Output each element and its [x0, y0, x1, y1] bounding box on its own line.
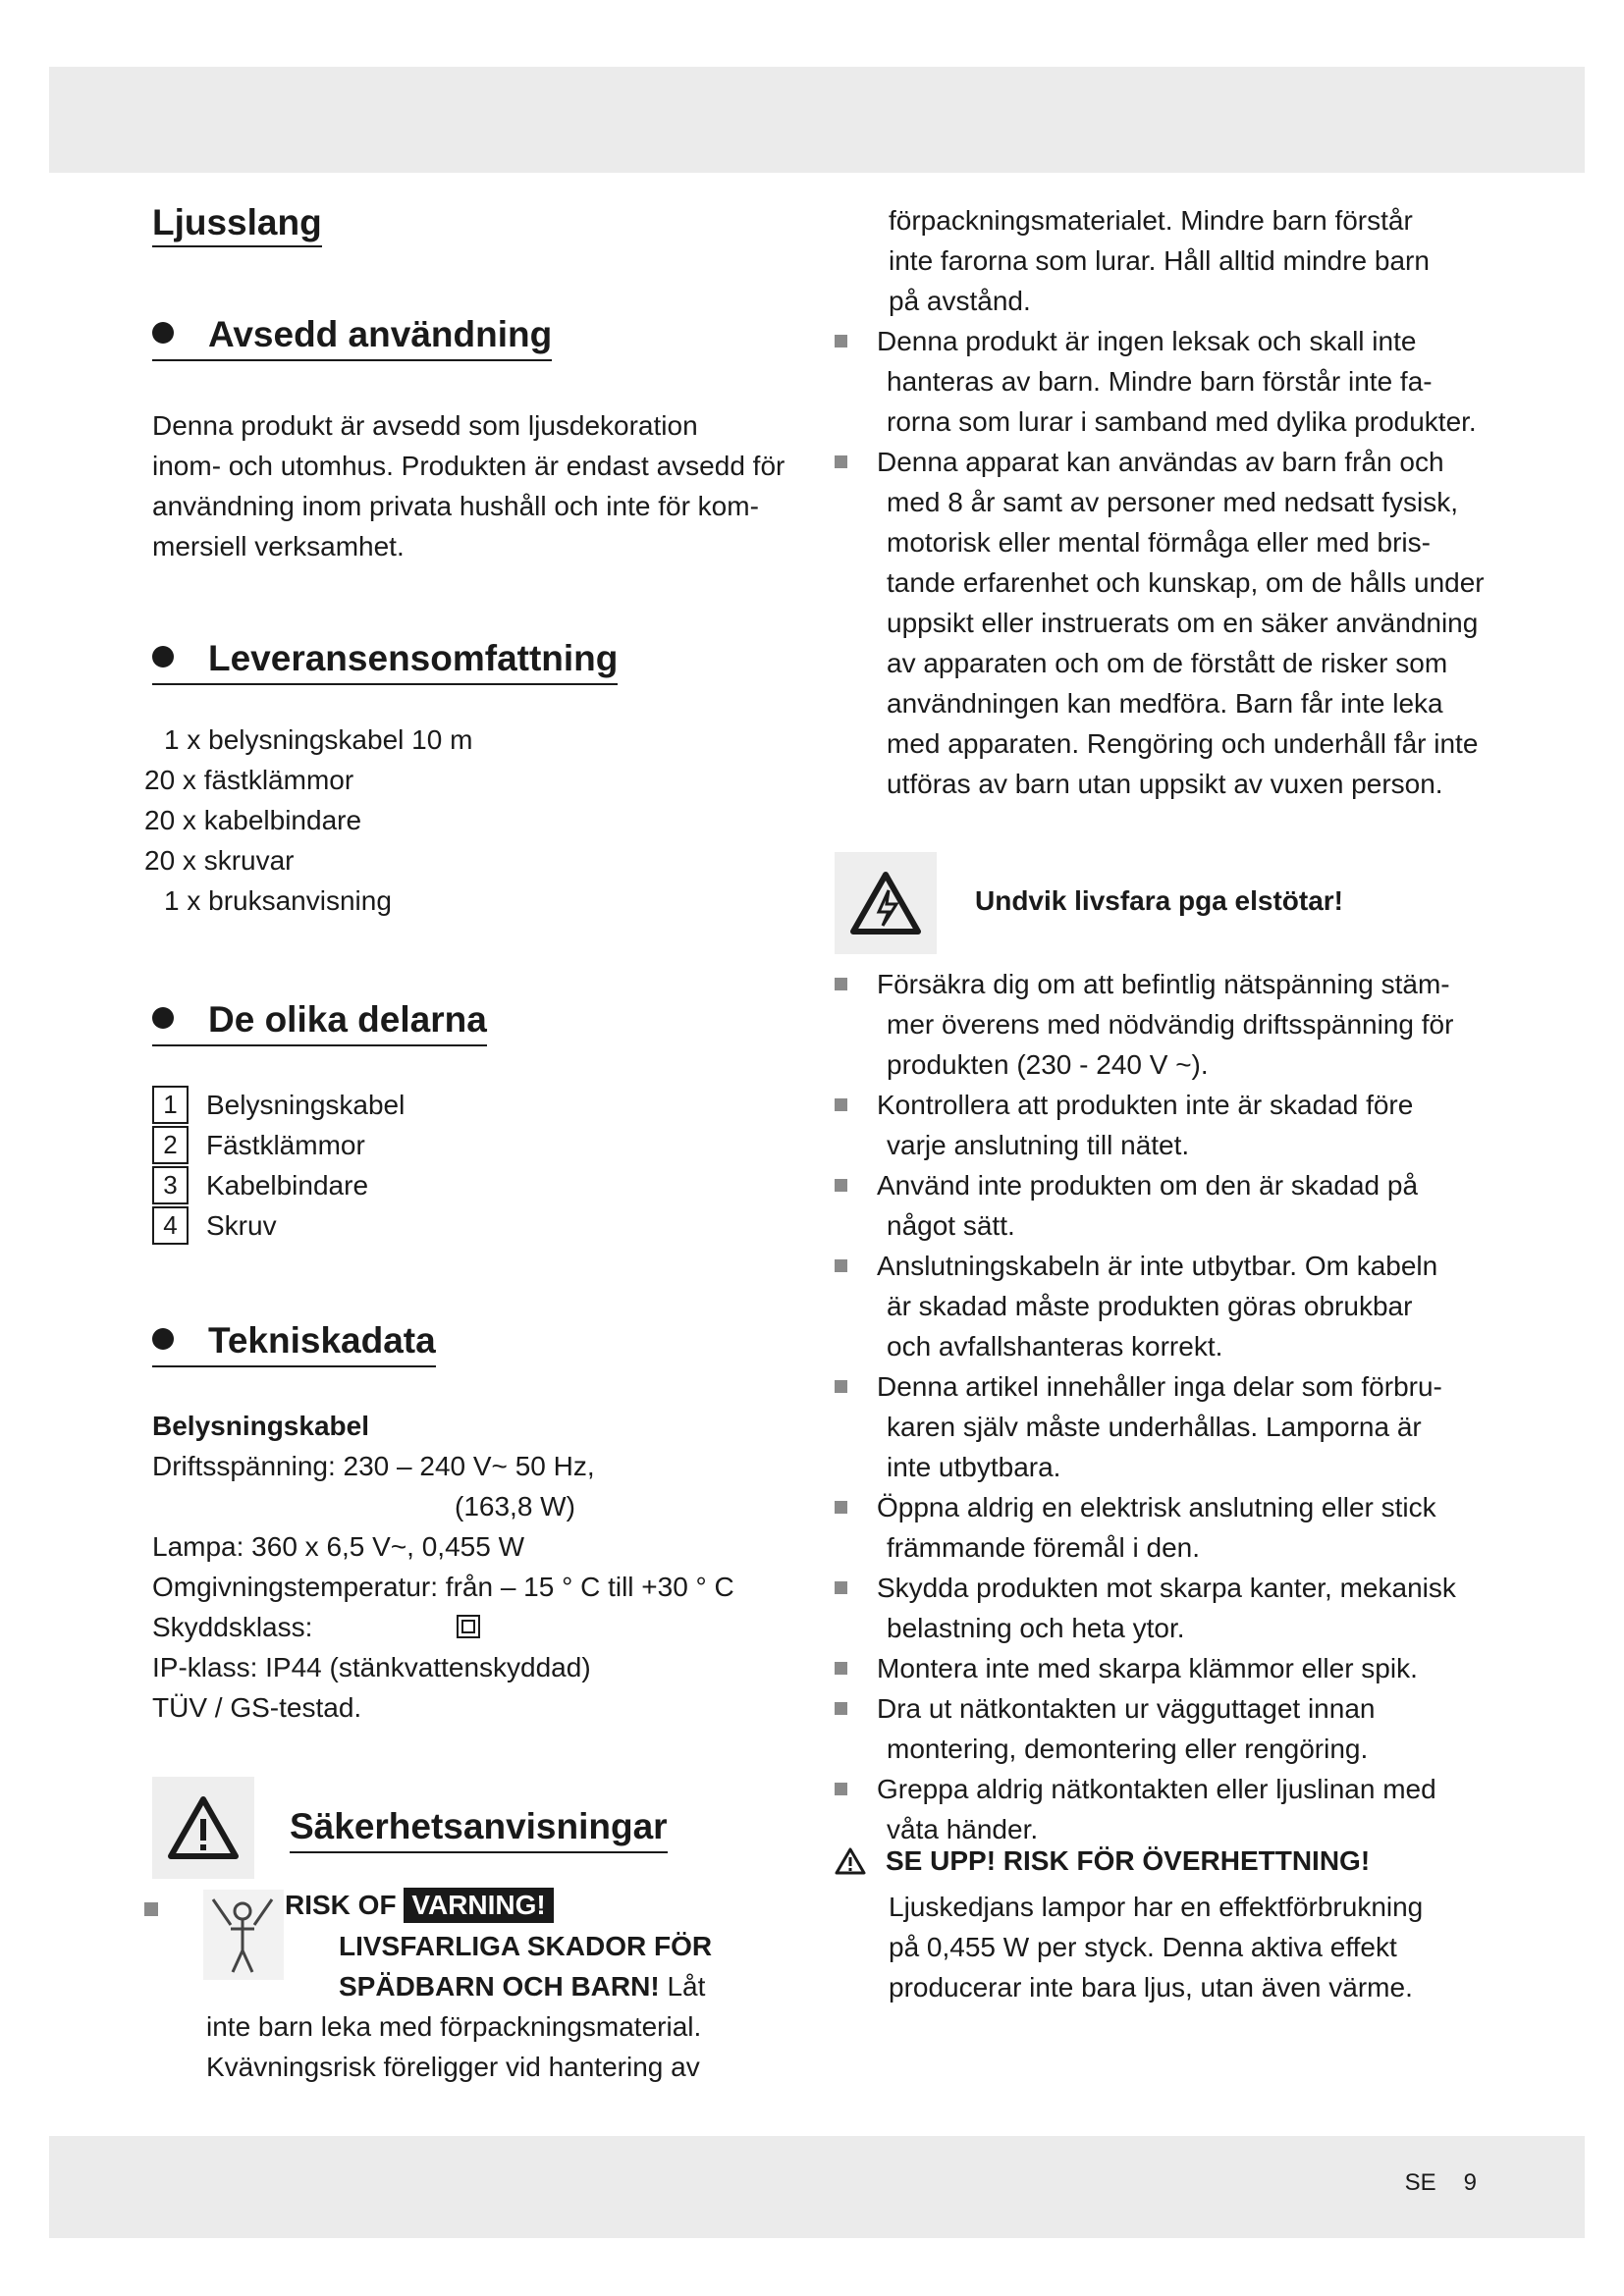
text-line: Denna produkt är avsedd som ljusdekoration — [152, 410, 698, 441]
page-footer — [1378, 2169, 1477, 2197]
continued-text — [889, 200, 1430, 321]
text-line: inte utbytbara. — [887, 1452, 1061, 1482]
text-line: Öppna aldrig en elektrisk anslutning eller stick — [877, 1492, 1436, 1522]
footer-language: SE — [1404, 2169, 1436, 2196]
header-band — [49, 67, 1585, 173]
text-line: våta händer. — [887, 1814, 1039, 1844]
bullet-item — [835, 1165, 1492, 1205]
bold-text: SPÄDBARN OCH BARN! — [339, 1971, 660, 2002]
text-line: med 8 år samt av personer med nedsatt fysisk, — [887, 487, 1459, 517]
list-item: 20 x fästklämmor — [144, 765, 354, 795]
text-line: utföras av barn utan uppsikt av vuxen person. — [887, 769, 1443, 799]
text-line: Lampa: 360 x 6,5 V~, 0,455 W — [152, 1531, 525, 1562]
safety-warning-line-2: LIVSFARLIGA SKADOR FÖR — [339, 1931, 713, 1961]
bullet-dot-icon — [152, 1007, 174, 1029]
text-line: Använd inte produkten om den är skadad på — [877, 1170, 1419, 1201]
text-line: Anslutningskabeln är inte utbytbar. Om kabeln — [877, 1251, 1438, 1281]
tech-data — [152, 1406, 820, 1728]
text-line: (163,8 W) — [455, 1491, 575, 1522]
text-line: inom- och utomhus. Produkten är endast avsedd för — [152, 451, 785, 481]
heading-text: Avsedd användning — [208, 314, 553, 354]
warning-tag-text: VARNING! — [411, 1890, 546, 1920]
text-line: Dra ut nätkontakten ur vägguttaget innan — [877, 1693, 1376, 1724]
text-line: Driftsspänning: 230 – 240 V~ 50 Hz, — [152, 1451, 595, 1481]
section-tech-heading — [152, 1320, 436, 1367]
text-line: Försäkra dig om att befintlig nätspänning stäm- — [877, 969, 1450, 999]
text-line: uppsikt eller instruerats om en säker användning — [887, 608, 1479, 638]
text-line: varje anslutning till nätet. — [887, 1130, 1190, 1160]
overheat-warning-heading — [835, 1845, 1370, 1877]
bullet-dot-icon — [152, 1328, 174, 1350]
bullet-item-continuation — [835, 522, 1492, 562]
page-number: 9 — [1463, 2169, 1477, 2196]
bullet-dot-icon — [152, 322, 174, 344]
text-line: främmande föremål i den. — [887, 1532, 1201, 1563]
text-line: produkten (230 - 240 V ~). — [887, 1049, 1209, 1080]
bullet-item-continuation — [835, 1447, 1492, 1487]
text-line: Kvävningsrisk föreligger vid hantering av — [206, 2052, 700, 2082]
text-line: användningen kan medföra. Barn får inte leka — [887, 688, 1443, 719]
tech-subheading: Belysningskabel — [152, 1411, 369, 1441]
text-line: användning inom privata hushåll och inte för kom- — [152, 491, 759, 521]
protection-class-label: Skyddsklass: — [152, 1612, 313, 1642]
page-title: Ljusslang — [152, 202, 322, 247]
protection-class-ii-icon — [457, 1615, 480, 1638]
text-line: på 0,455 W per styck. Denna aktiva effekt — [889, 1932, 1397, 1962]
bullet-square-icon — [144, 1902, 158, 1916]
bullet-item-continuation — [835, 1809, 1492, 1849]
part-label: Belysningskabel — [206, 1090, 406, 1120]
text-line: Omgivningstemperatur: från – 15 ° C till +30 ° C — [152, 1572, 734, 1602]
list-item: 20 x skruvar — [144, 845, 295, 876]
list-item: 1 x belysningskabel 10 m — [164, 724, 473, 755]
electric-warning-icon-box — [835, 852, 937, 954]
text-line: mer överens med nödvändig driftsspänning för — [887, 1009, 1454, 1040]
bullet-item-continuation — [835, 723, 1492, 764]
bullet-item-continuation — [835, 603, 1492, 643]
bullet-item-continuation — [835, 683, 1492, 723]
bullet-item — [835, 442, 1492, 482]
text-line: Denna artikel innehåller inga delar som förbru- — [877, 1371, 1442, 1402]
bullet-item-continuation — [835, 1407, 1492, 1447]
text-line: på avstånd. — [889, 286, 1031, 316]
heading-text: Leveransensomfattning — [208, 638, 619, 678]
text-line: karen själv måste underhållas. Lamporna är — [887, 1412, 1422, 1442]
text-line — [152, 1607, 820, 1647]
bullet-item — [835, 1688, 1492, 1729]
bullet-item — [835, 1246, 1492, 1286]
part-label: Kabelbindare — [206, 1170, 369, 1201]
heading-text: SE UPP! RISK FÖR ÖVERHETTNING! — [886, 1845, 1371, 1876]
warning-triangle-icon — [835, 1847, 866, 1875]
text-line: Greppa aldrig nätkontakten eller ljuslinan med — [877, 1774, 1436, 1804]
bullet-item-continuation — [835, 1326, 1492, 1366]
text-line: motorisk eller mental förmåga eller med bris- — [887, 527, 1431, 558]
intended-use-text — [152, 405, 785, 566]
list-item — [152, 1205, 405, 1246]
bullet-item-continuation — [835, 1527, 1492, 1568]
part-number: 4 — [152, 1206, 189, 1245]
part-number: 3 — [152, 1166, 189, 1204]
text-line: Denna produkt är ingen leksak och skall inte — [877, 326, 1417, 356]
bullet-item — [835, 321, 1492, 361]
bullet-item-continuation — [835, 1608, 1492, 1648]
heading-text: Tekniskadata — [208, 1320, 436, 1361]
text-line: något sätt. — [887, 1210, 1015, 1241]
text-line: inte farorna som lurar. Håll alltid mindre barn — [889, 245, 1430, 276]
bullet-dot-icon — [152, 646, 174, 667]
list-item: 1 x bruksanvisning — [164, 885, 392, 916]
part-label: Fästklämmor — [206, 1130, 365, 1160]
bullet-item — [835, 964, 1492, 1004]
bullet-item-continuation — [835, 1004, 1492, 1044]
electric-warning-heading: Undvik livsfara pga elstötar! — [975, 885, 1344, 916]
warning-icon-box — [152, 1777, 254, 1879]
text-line: Ljuskedjans lampor har en effektförbrukning — [889, 1892, 1424, 1922]
bullet-item-continuation — [835, 482, 1492, 522]
text-line: Skydda produkten mot skarpa kanter, mekanisk — [877, 1573, 1456, 1603]
text-line: belastning och heta ytor. — [887, 1613, 1185, 1643]
list-item — [152, 1085, 405, 1125]
part-number: 2 — [152, 1126, 189, 1164]
text-line: montering, demontering eller rengöring. — [887, 1734, 1369, 1764]
text-line: IP-klass: IP44 (stänkvattenskyddad) — [152, 1652, 591, 1682]
bullet-item — [835, 1769, 1492, 1809]
risk-prefix: RISK OF — [285, 1890, 397, 1920]
text-line: Denna apparat kan användas av barn från och — [877, 447, 1444, 477]
bullet-item-continuation — [835, 764, 1492, 804]
text-line: är skadad måste produkten göras obrukbar — [887, 1291, 1413, 1321]
list-item: 20 x kabelbindare — [144, 805, 362, 835]
text-line: och avfallshanteras korrekt. — [887, 1331, 1223, 1362]
text-line: Kontrollera att produkten inte är skadad före — [877, 1090, 1414, 1120]
text-line: med apparaten. Rengöring och underhåll får inte — [887, 728, 1479, 759]
electric-shock-icon — [849, 871, 922, 935]
text-line: tande erfarenhet och kunskap, om de hålls under — [887, 567, 1485, 598]
bullet-item-continuation — [835, 562, 1492, 603]
bullet-item — [835, 1487, 1492, 1527]
bullet-item — [835, 1648, 1492, 1688]
warning-triangle-icon — [167, 1795, 240, 1860]
text-line: hanteras av barn. Mindre barn förstår inte fa- — [887, 366, 1433, 397]
safety-bullets-a — [835, 321, 1492, 804]
bullet-item — [835, 1568, 1492, 1608]
text-line: rorna som lurar i samband med dylika produkter. — [887, 406, 1477, 437]
section-intended-use-heading — [152, 314, 552, 361]
bullet-item-continuation — [835, 643, 1492, 683]
heading-text: De olika delarna — [208, 999, 487, 1040]
text-line: förpackningsmaterialet. Mindre barn förstår — [889, 205, 1413, 236]
safety-continuation — [206, 2006, 701, 2087]
overheat-text — [889, 1887, 1423, 2007]
footer-band — [49, 2136, 1585, 2238]
safety-warning-line-1 — [285, 1885, 554, 1925]
parts-list — [152, 1085, 405, 1246]
bullet-item-continuation — [835, 1125, 1492, 1165]
normal-text: Låt — [659, 1971, 706, 2002]
bullet-item — [835, 1085, 1492, 1125]
part-label: Skruv — [206, 1210, 277, 1241]
section-delivery-heading — [152, 638, 618, 685]
section-parts-heading — [152, 999, 487, 1046]
list-item — [152, 1165, 405, 1205]
section-safety-heading: Säkerhetsanvisningar — [290, 1806, 668, 1853]
child-warning-icon — [203, 1890, 284, 1980]
text-line: av apparaten och om de förstått de risker som — [887, 648, 1448, 678]
bullet-item-continuation — [835, 401, 1492, 442]
bullet-item — [835, 1366, 1492, 1407]
bullet-item-continuation — [835, 1205, 1492, 1246]
delivery-list — [144, 720, 472, 921]
text-line: inte barn leka med förpackningsmaterial. — [206, 2011, 702, 2042]
safety-bullets-b — [835, 964, 1492, 1849]
part-number: 1 — [152, 1086, 189, 1124]
safety-warning-line-3 — [339, 1966, 705, 2006]
list-item — [152, 1125, 405, 1165]
text-line: mersiell verksamhet. — [152, 531, 405, 561]
bullet-item-continuation — [835, 1729, 1492, 1769]
text-line: producerar inte bara ljus, utan även värme. — [889, 1972, 1413, 2002]
bullet-item-continuation — [835, 1286, 1492, 1326]
text-line: Montera inte med skarpa klämmor eller spik. — [877, 1653, 1418, 1683]
bullet-item-continuation — [835, 1044, 1492, 1085]
text-line: TÜV / GS-testad. — [152, 1692, 362, 1723]
warning-tag — [404, 1888, 553, 1923]
bullet-item-continuation — [835, 361, 1492, 401]
